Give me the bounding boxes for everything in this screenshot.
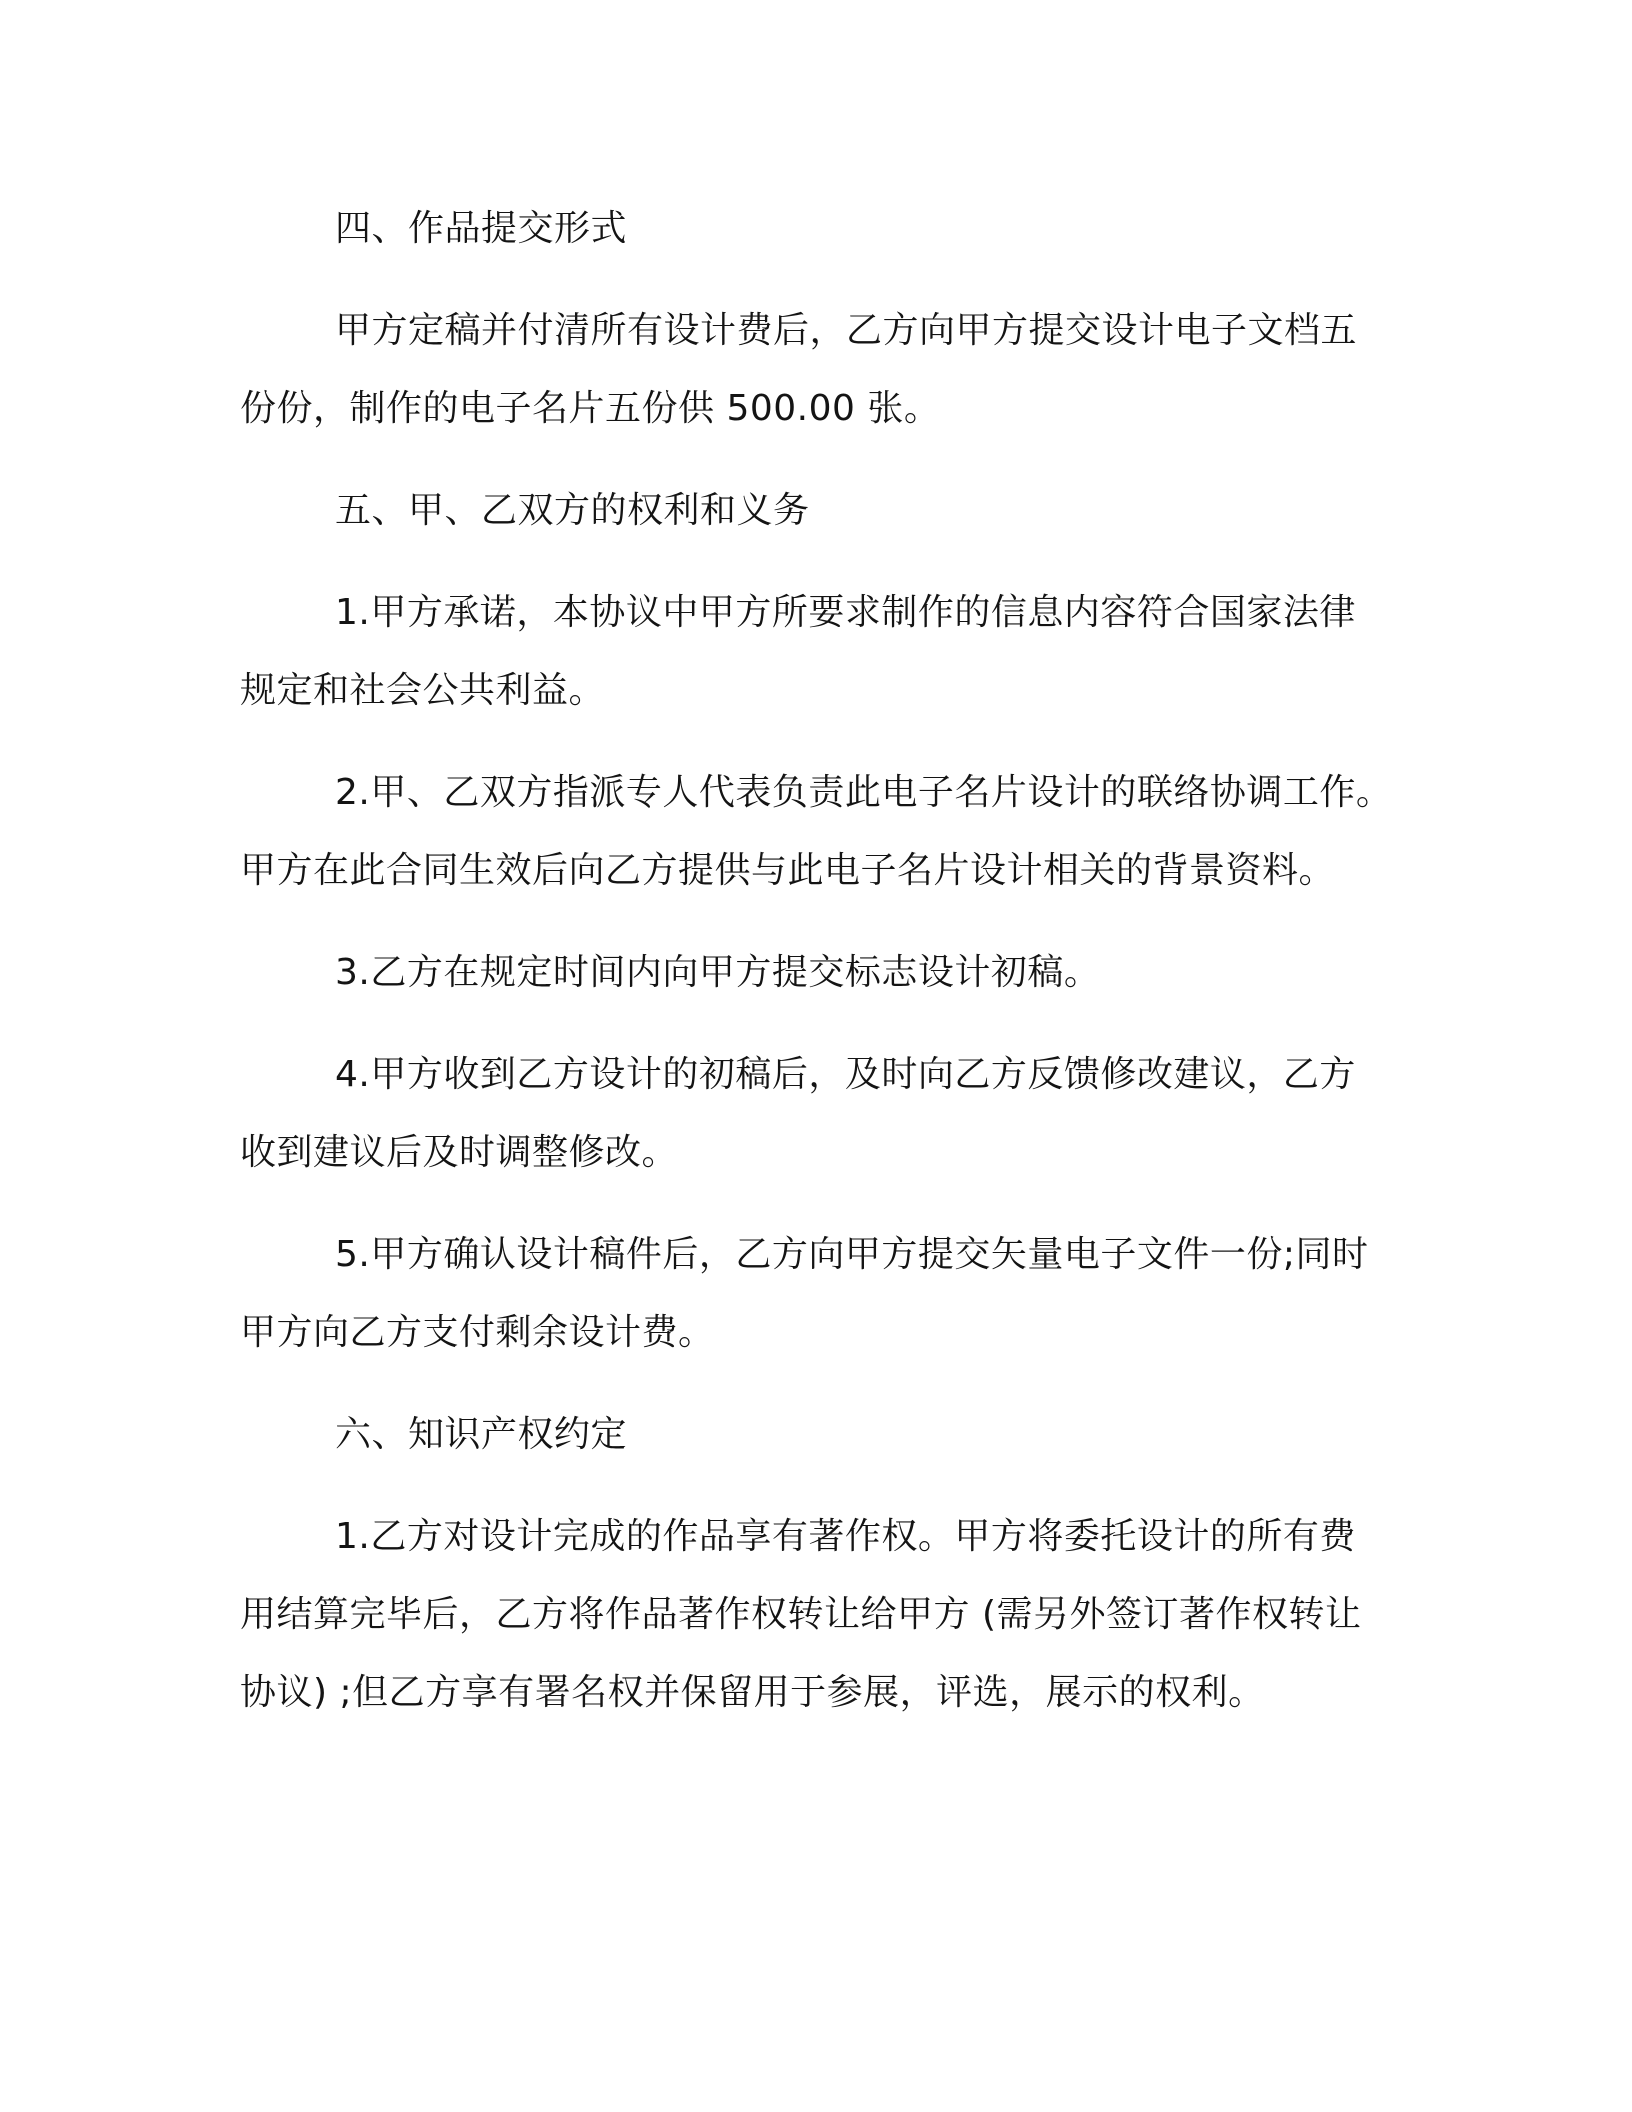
paragraph-line: 协议) ;但乙方享有署名权并保留用于参展，评选，展示的权利。: [240, 1672, 1265, 1713]
paragraph-line: 3.乙方在规定时间内向甲方提交标志设计初稿。: [335, 952, 1101, 993]
section-heading-5: 五、甲、乙双方的权利和义务: [335, 490, 810, 531]
paragraph-line: 5.甲方确认设计稿件后，乙方向甲方提交矢量电子文件一份;同时: [335, 1234, 1369, 1275]
paragraph-5-1: [240, 574, 1390, 730]
paragraph-line: 收到建议后及时调整修改。: [240, 1132, 679, 1173]
paragraph-line: 甲方定稿并付清所有设计费后，乙方向甲方提交设计电子文档五: [335, 310, 1358, 351]
paragraph-5-5: [240, 1216, 1390, 1372]
paragraph-line: 4.甲方收到乙方设计的初稿后，及时向乙方反馈修改建议，乙方: [335, 1054, 1356, 1095]
section-heading-6: 六、知识产权约定: [335, 1414, 628, 1455]
paragraph-5-4: [240, 1036, 1390, 1192]
paragraph-line: 规定和社会公共利益。: [240, 670, 606, 711]
section-heading-4: 四、作品提交形式: [335, 208, 628, 249]
paragraph-4-1: [240, 292, 1390, 448]
paragraph-line: 1.乙方对设计完成的作品享有著作权。甲方将委托设计的所有费: [335, 1516, 1356, 1557]
paragraph-line: 1.甲方承诺，本协议中甲方所要求制作的信息内容符合国家法律: [335, 592, 1356, 633]
document-page: [240, 190, 1393, 1732]
paragraph-line: 甲方向乙方支付剩余设计费。: [240, 1312, 715, 1353]
paragraph-5-2: [240, 754, 1393, 910]
paragraph-line: 甲方在此合同生效后向乙方提供与此电子名片设计相关的背景资料。: [240, 850, 1336, 891]
paragraph-5-3: [240, 934, 1390, 1012]
paragraph-line: 用结算完毕后，乙方将作品著作权转让给甲方 (需另外签订著作权转让: [240, 1594, 1362, 1635]
paragraph-line: 2.甲、乙双方指派专人代表负责此电子名片设计的联络协调工作。: [335, 772, 1393, 813]
paragraph-6-1: [240, 1498, 1390, 1732]
paragraph-line: 份份，制作的电子名片五份供 500.00 张。: [240, 388, 941, 429]
